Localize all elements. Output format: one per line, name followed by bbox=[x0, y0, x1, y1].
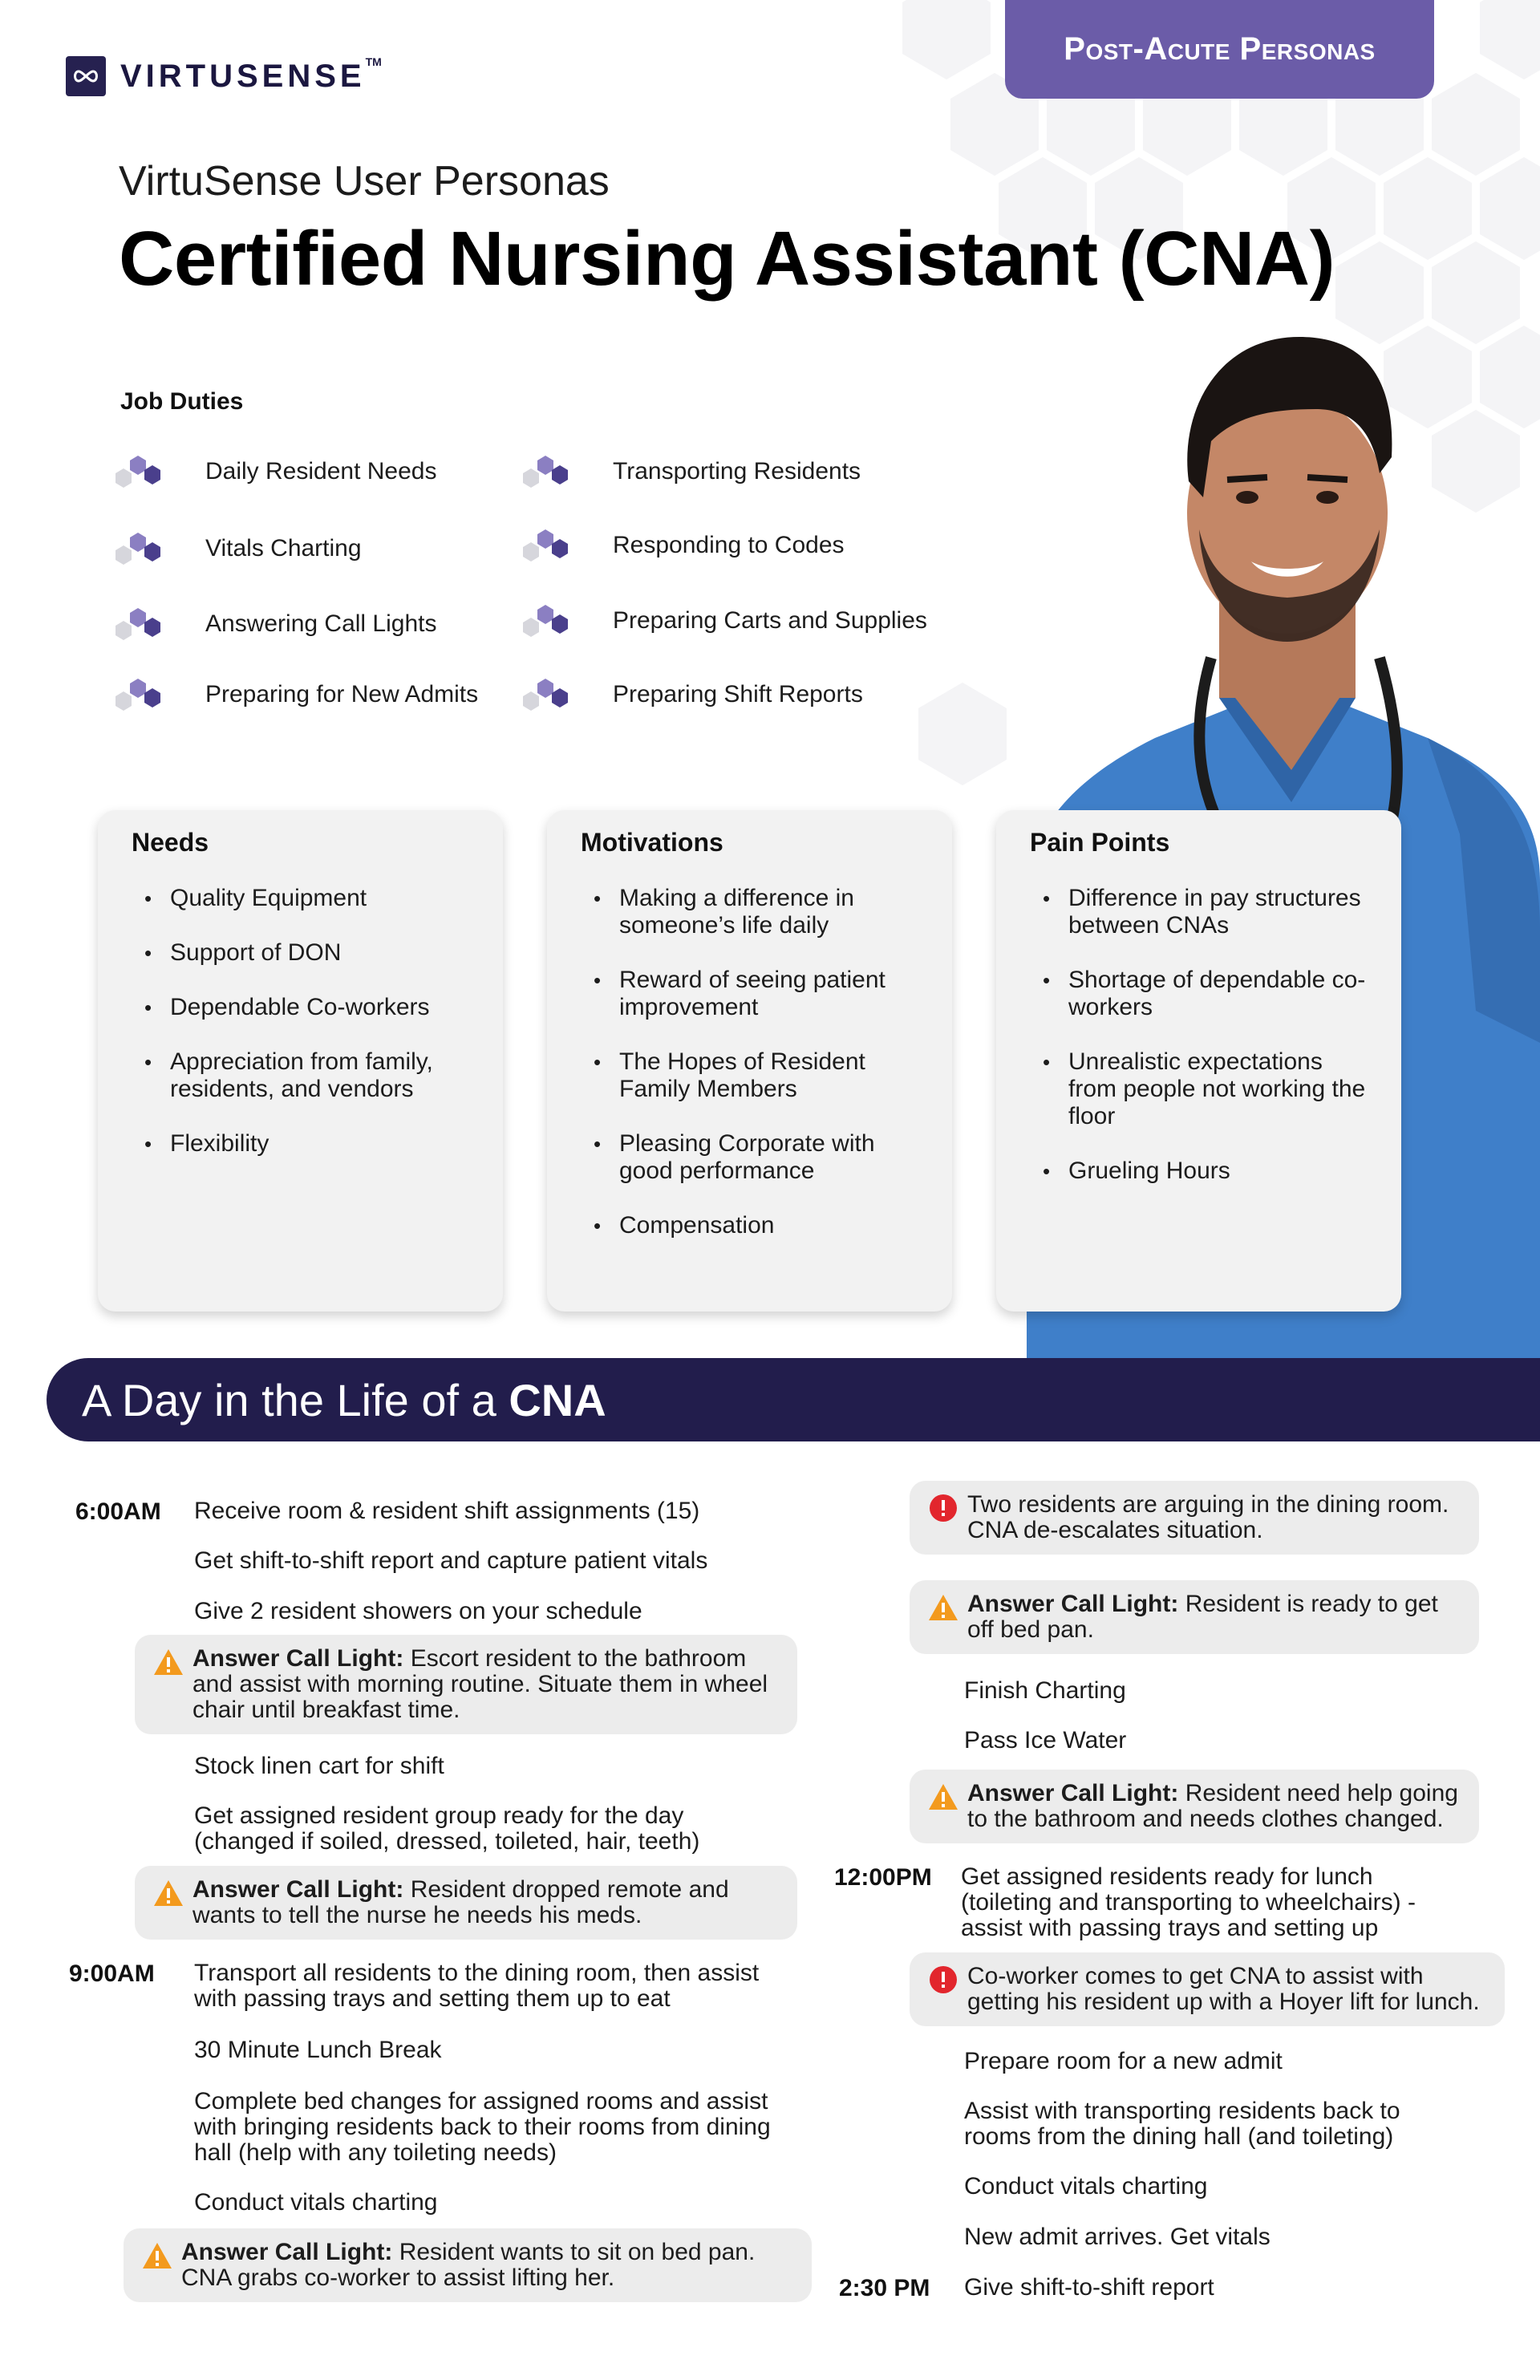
job-duties-heading: Job Duties bbox=[120, 388, 244, 415]
card-title: Needs bbox=[132, 828, 209, 857]
warning-icon bbox=[141, 2241, 173, 2270]
alert-label: Answer Call Light: bbox=[967, 1591, 1179, 1617]
alert-label: Answer Call Light: bbox=[192, 1876, 404, 1903]
timeline-item: Give shift-to-shift report bbox=[964, 2274, 1214, 2301]
banner-bold-text: CNA bbox=[509, 1374, 606, 1425]
alert-text: Resident dropped remote and wants to tell the nurse he needs his meds. bbox=[192, 1876, 729, 1928]
duty-item bbox=[520, 449, 861, 494]
timeline-item: Get assigned resident group ready for the day (changed if soiled, dressed, toileted, hair, teeth) bbox=[194, 1802, 700, 1855]
list-item: • Pleasing Corporate with good performance bbox=[619, 1130, 918, 1185]
alert-text: Two residents are arguing in the dining room. CNA de-escalates situation. bbox=[967, 1491, 1449, 1543]
timeline-item: Transport all residents to the dining room, then assist with passing trays and setting them up to eat bbox=[194, 1960, 760, 2012]
timeline-item: 30 Minute Lunch Break bbox=[194, 2037, 442, 2063]
timeline-item: Prepare room for a new admit bbox=[964, 2048, 1283, 2074]
banner-text: A Day in the Life of a bbox=[82, 1374, 509, 1425]
duty-label: Daily Resident Needs bbox=[205, 458, 437, 485]
page-subtitle: VirtuSense User Personas bbox=[119, 158, 610, 205]
duty-label: Vitals Charting bbox=[205, 535, 362, 562]
job-duties-list bbox=[112, 449, 962, 722]
call-light-alert bbox=[135, 1635, 797, 1734]
incident-alert bbox=[910, 1481, 1479, 1555]
pain-points-card bbox=[996, 810, 1401, 1312]
timeline-item: New admit arrives. Get vitals bbox=[964, 2224, 1270, 2250]
timeline-item: Pass Ice Water bbox=[964, 1727, 1127, 1754]
call-light-alert bbox=[124, 2228, 812, 2302]
hexagon-cluster-icon bbox=[520, 523, 587, 568]
error-icon bbox=[927, 1965, 959, 1994]
list-item: • Difference in pay structures between CNAs bbox=[1068, 885, 1368, 939]
call-light-alert bbox=[910, 1580, 1479, 1654]
duty-label: Responding to Codes bbox=[613, 532, 845, 558]
warning-icon bbox=[927, 1782, 959, 1811]
list-item: • Reward of seeing patient improvement bbox=[619, 967, 918, 1021]
warning-icon bbox=[927, 1593, 959, 1622]
timeline-item: Get shift-to-shift report and capture patient vitals bbox=[194, 1547, 708, 1574]
duty-item bbox=[112, 672, 478, 717]
card-title: Motivations bbox=[581, 828, 723, 857]
timeline-item: Get assigned residents ready for lunch (toileting and transporting to wheelchairs) - assist with passing trays and setting up bbox=[961, 1863, 1416, 1941]
motivations-list bbox=[581, 885, 918, 1239]
tag-label: Post-Acute Personas bbox=[1064, 31, 1376, 67]
list-item: • Support of DON bbox=[170, 939, 469, 967]
alert-text: Resident is ready to get off bed pan. bbox=[967, 1591, 1438, 1643]
duty-label: Preparing Carts and Supplies bbox=[613, 607, 927, 634]
timeline-item: Assist with transporting residents back to rooms from the dining hall (and toileting) bbox=[964, 2098, 1400, 2150]
list-item: • Flexibility bbox=[170, 1130, 469, 1158]
timeline-item: Receive room & resident shift assignments (15) bbox=[194, 1498, 700, 1524]
hexagon-cluster-icon bbox=[520, 672, 587, 717]
needs-list bbox=[132, 885, 469, 1158]
duty-item bbox=[112, 449, 436, 494]
duty-label: Answering Call Lights bbox=[205, 610, 437, 637]
list-item: • Compensation bbox=[619, 1212, 918, 1239]
alert-label: Answer Call Light: bbox=[181, 2239, 393, 2265]
pain-points-list bbox=[1030, 885, 1368, 1185]
list-item: • Shortage of dependable co-workers bbox=[1068, 967, 1368, 1021]
duty-item bbox=[112, 602, 436, 647]
time-label: 12:00PM bbox=[834, 1864, 932, 1891]
timeline-item: Give 2 resident showers on your schedule bbox=[194, 1598, 642, 1624]
alert-text: Resident wants to sit on bed pan. CNA grabs co-worker to assist lifting her. bbox=[181, 2239, 756, 2291]
duty-item bbox=[520, 523, 845, 568]
time-label: 9:00AM bbox=[69, 1960, 155, 1987]
timeline-item: Stock linen cart for shift bbox=[194, 1753, 444, 1779]
hexagon-cluster-icon bbox=[112, 602, 180, 647]
call-light-alert bbox=[910, 1770, 1479, 1843]
trademark-mark: TM bbox=[365, 55, 382, 68]
alert-text: Resident need help going to the bathroom and needs clothes changed. bbox=[967, 1780, 1458, 1832]
timeline-item: Conduct vitals charting bbox=[964, 2173, 1208, 2200]
duty-item bbox=[112, 526, 362, 571]
hexagon-cluster-icon bbox=[520, 449, 587, 494]
error-icon bbox=[927, 1494, 959, 1522]
day-in-life-banner bbox=[47, 1358, 1540, 1441]
incident-alert bbox=[910, 1952, 1505, 2026]
list-item: • Dependable Co-workers bbox=[170, 994, 469, 1021]
duty-item bbox=[520, 598, 927, 643]
timeline-item: Finish Charting bbox=[964, 1677, 1126, 1704]
persona-category-tag bbox=[1005, 0, 1434, 99]
card-title: Pain Points bbox=[1030, 828, 1170, 857]
brand-logo bbox=[66, 56, 382, 96]
alert-text: Co-worker comes to get CNA to assist with getting his resident up with a Hoyer lift for lunch. bbox=[967, 1963, 1480, 2015]
list-item: • Appreciation from family, residents, and vendors bbox=[170, 1048, 469, 1103]
motivations-card bbox=[547, 810, 952, 1312]
duty-item bbox=[520, 672, 863, 717]
hexagon-cluster-icon bbox=[112, 672, 180, 717]
time-label: 2:30 PM bbox=[839, 2275, 930, 2301]
hexagon-cluster-icon bbox=[520, 598, 587, 643]
needs-card bbox=[98, 810, 503, 1312]
list-item: • Making a difference in someone’s life daily bbox=[619, 885, 918, 939]
brand-name: VIRTUSENSE bbox=[120, 58, 366, 94]
warning-icon bbox=[152, 1879, 184, 1908]
warning-icon bbox=[152, 1648, 184, 1677]
list-item: • The Hopes of Resident Family Members bbox=[619, 1048, 918, 1103]
hexagon-cluster-icon bbox=[112, 449, 180, 494]
page-title: Certified Nursing Assistant (CNA) bbox=[119, 216, 1335, 302]
timeline-item: Conduct vitals charting bbox=[194, 2189, 438, 2216]
hexagon-cluster-icon bbox=[112, 526, 180, 571]
duty-label: Transporting Residents bbox=[613, 458, 861, 485]
infinity-logo-icon bbox=[66, 56, 106, 96]
alert-text: Escort resident to the bathroom and assist with morning routine. Situate them in wheel chair until breakfast time. bbox=[192, 1645, 768, 1723]
list-item: • Grueling Hours bbox=[1068, 1158, 1368, 1185]
list-item: • Unrealistic expectations from people not working the floor bbox=[1068, 1048, 1368, 1130]
timeline-item: Complete bed changes for assigned rooms and assist with bringing residents back to their rooms from dining hall (help with any toileting needs) bbox=[194, 2088, 771, 2166]
alert-label: Answer Call Light: bbox=[192, 1645, 404, 1672]
alert-label: Answer Call Light: bbox=[967, 1780, 1179, 1806]
time-label: 6:00AM bbox=[75, 1498, 161, 1525]
list-item: • Quality Equipment bbox=[170, 885, 469, 912]
duty-label: Preparing for New Admits bbox=[205, 681, 479, 708]
duty-label: Preparing Shift Reports bbox=[613, 681, 863, 708]
call-light-alert bbox=[135, 1866, 797, 1940]
